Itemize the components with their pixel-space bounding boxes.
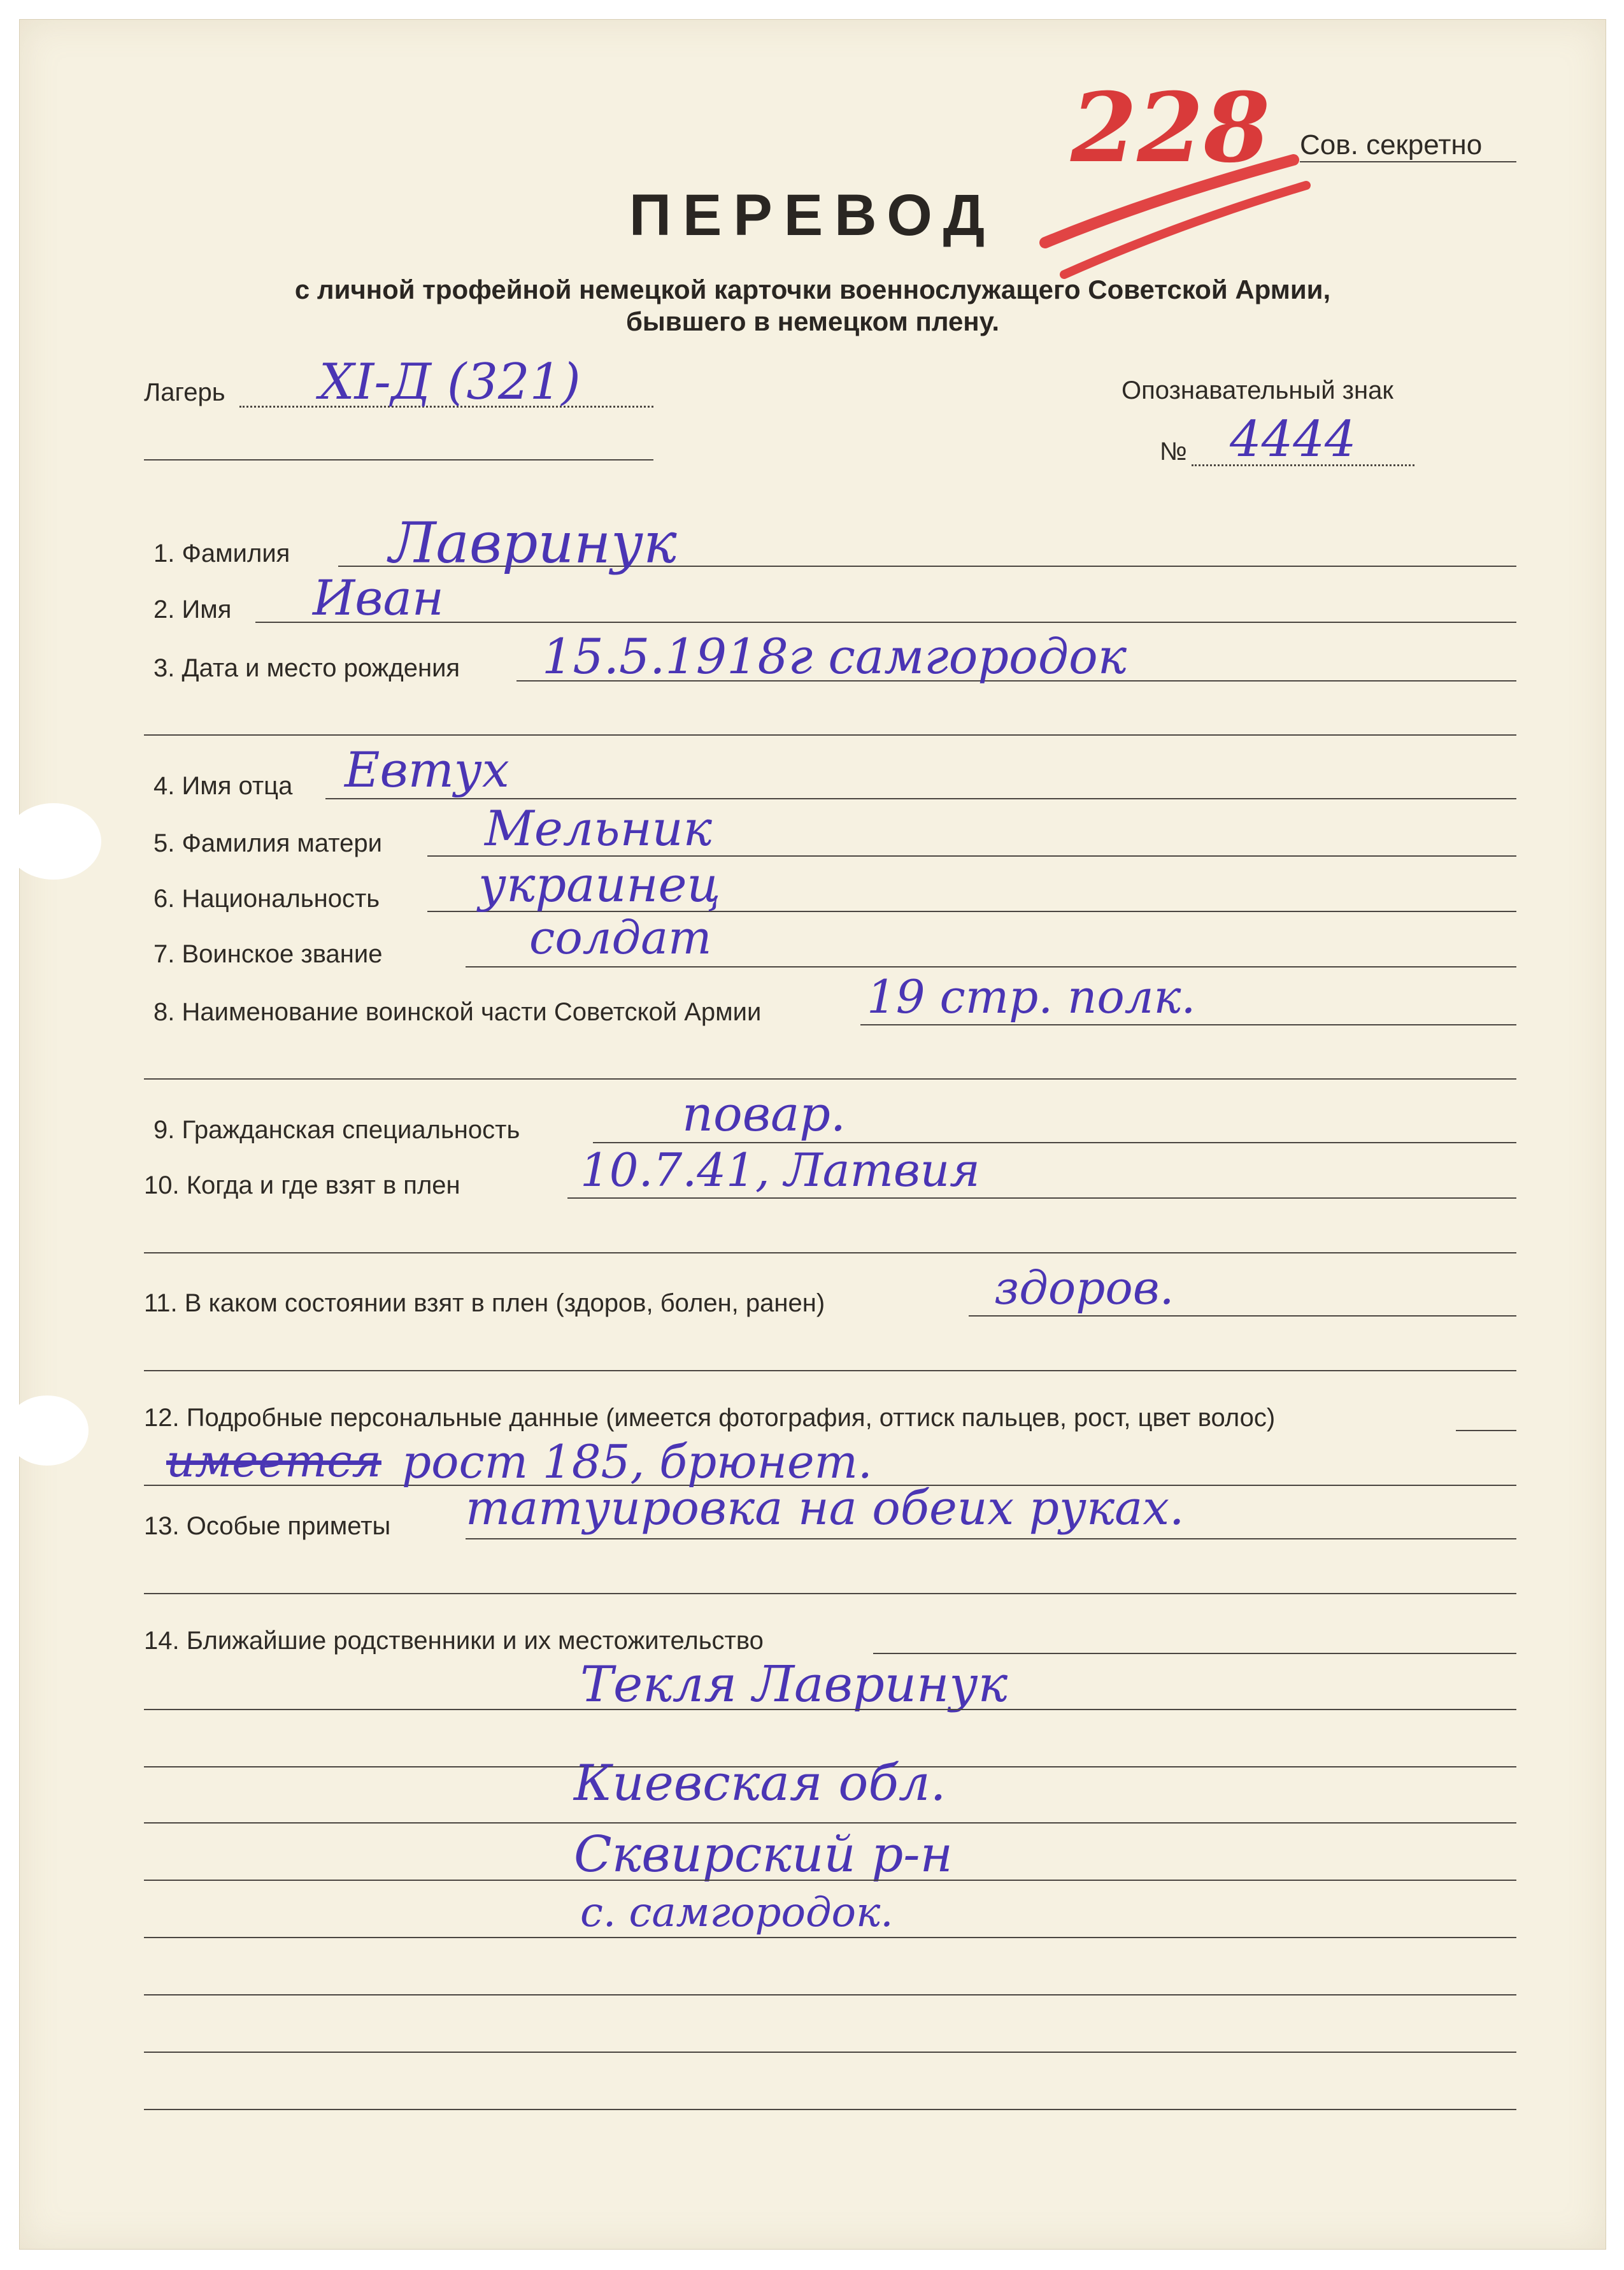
- field-14-address-line3: с. самгородок.: [580, 1889, 894, 1936]
- field-11-value: здоров.: [994, 1261, 1174, 1315]
- field-13-value: татуировка на обеих руках.: [466, 1481, 1185, 1536]
- field-5-value: Мельник: [485, 800, 712, 857]
- field-12-label: 12. Подробные персональные данные (имеется фотография, оттиск пальцев, рост, цвет волос): [144, 1404, 1276, 1432]
- field-11-line: [969, 1315, 1516, 1317]
- field-2-line: [255, 622, 1516, 623]
- field-13-label: 13. Особые приметы: [144, 1512, 391, 1540]
- document-subtitle-line2: бывшего в немецком плену.: [625, 306, 1000, 336]
- field-14-line-2: [144, 1709, 1516, 1710]
- field-7-value: солдат: [529, 911, 712, 964]
- torn-edge: [6, 1396, 89, 1466]
- field-14-line-8: [144, 2052, 1516, 2053]
- identity-tag-number-label: №: [1160, 438, 1187, 466]
- field-8-line: [860, 1024, 1516, 1025]
- camp-label: Лагерь: [144, 378, 225, 406]
- field-14-relative: Текля Лавринук: [580, 1656, 1008, 1713]
- document-sheet: [19, 19, 1606, 2250]
- torn-edge: [6, 803, 101, 880]
- field-6-value: украинец: [478, 856, 721, 913]
- field-1-label: 1. Фамилия: [153, 539, 290, 568]
- field-8-extra-line: [144, 1078, 1516, 1080]
- field-14-line-7: [144, 1994, 1516, 1995]
- field-14-line: [873, 1653, 1516, 1654]
- field-10-label: 10. Когда и где взят в плен: [144, 1171, 460, 1199]
- field-14-line-5: [144, 1880, 1516, 1881]
- field-8-label: 8. Наименование воинской части Советской Армии: [153, 998, 762, 1026]
- field-13-line: [466, 1538, 1516, 1539]
- field-8-value: 19 стр. полк.: [867, 970, 1196, 1024]
- field-11-label: 11. В каком состоянии взят в плен (здоров, болен, ранен): [144, 1289, 825, 1317]
- field-9-value: повар.: [682, 1085, 846, 1142]
- field-1-value: Лавринук: [389, 510, 677, 576]
- camp-extra-line: [144, 459, 653, 460]
- field-13-extra-line: [144, 1593, 1516, 1594]
- field-12-line: [1456, 1430, 1516, 1431]
- field-14-line-6: [144, 1937, 1516, 1938]
- field-12-value: рост 185, брюнет.: [402, 1435, 873, 1488]
- field-3-label: 3. Дата и место рождения: [153, 654, 460, 682]
- field-14-address-line1: Киевская обл.: [574, 1755, 946, 1812]
- handwritten-document-number: 228: [1071, 72, 1271, 184]
- field-7-label: 7. Воинское звание: [153, 940, 383, 968]
- field-4-label: 4. Имя отца: [153, 772, 293, 800]
- field-12-struck-value: имеется: [166, 1435, 381, 1487]
- field-14-label: 14. Ближайшие родственники и их местожительство: [144, 1627, 764, 1655]
- document-title: ПЕРЕВОД: [629, 183, 997, 248]
- field-10-value: 10.7.41, Латвия: [580, 1143, 980, 1197]
- field-3-extra-line: [144, 734, 1516, 736]
- field-9-label: 9. Гражданская специальность: [153, 1116, 520, 1144]
- field-10-extra-line: [144, 1252, 1516, 1253]
- field-7-line: [466, 966, 1516, 967]
- field-5-label: 5. Фамилия матери: [153, 829, 383, 857]
- identity-tag-label: Опознавательный знак: [1122, 376, 1393, 404]
- field-2-label: 2. Имя: [153, 596, 232, 624]
- field-14-line-9: [144, 2109, 1516, 2110]
- identity-tag-number-value: 4444: [1230, 411, 1357, 468]
- field-14-line-4: [144, 1822, 1516, 1824]
- field-4-line: [325, 798, 1516, 799]
- document-subtitle-line1: с личной трофейной немецкой карточки военнослужащего Советской Армии,: [294, 275, 1331, 304]
- camp-value: XI-Д (321): [319, 353, 581, 411]
- field-14-address-line2: Сквирский р-н: [574, 1826, 953, 1883]
- field-11-extra-line: [144, 1370, 1516, 1371]
- field-10-line: [567, 1197, 1516, 1199]
- field-4-value: Евтух: [345, 741, 509, 798]
- classification-label: Сов. секретно: [1300, 129, 1483, 161]
- field-6-label: 6. Национальность: [153, 885, 380, 913]
- classification-underline: [1300, 161, 1516, 162]
- field-3-value: 15.5.1918г самгородок: [542, 628, 1127, 685]
- field-2-value: Иван: [313, 569, 444, 626]
